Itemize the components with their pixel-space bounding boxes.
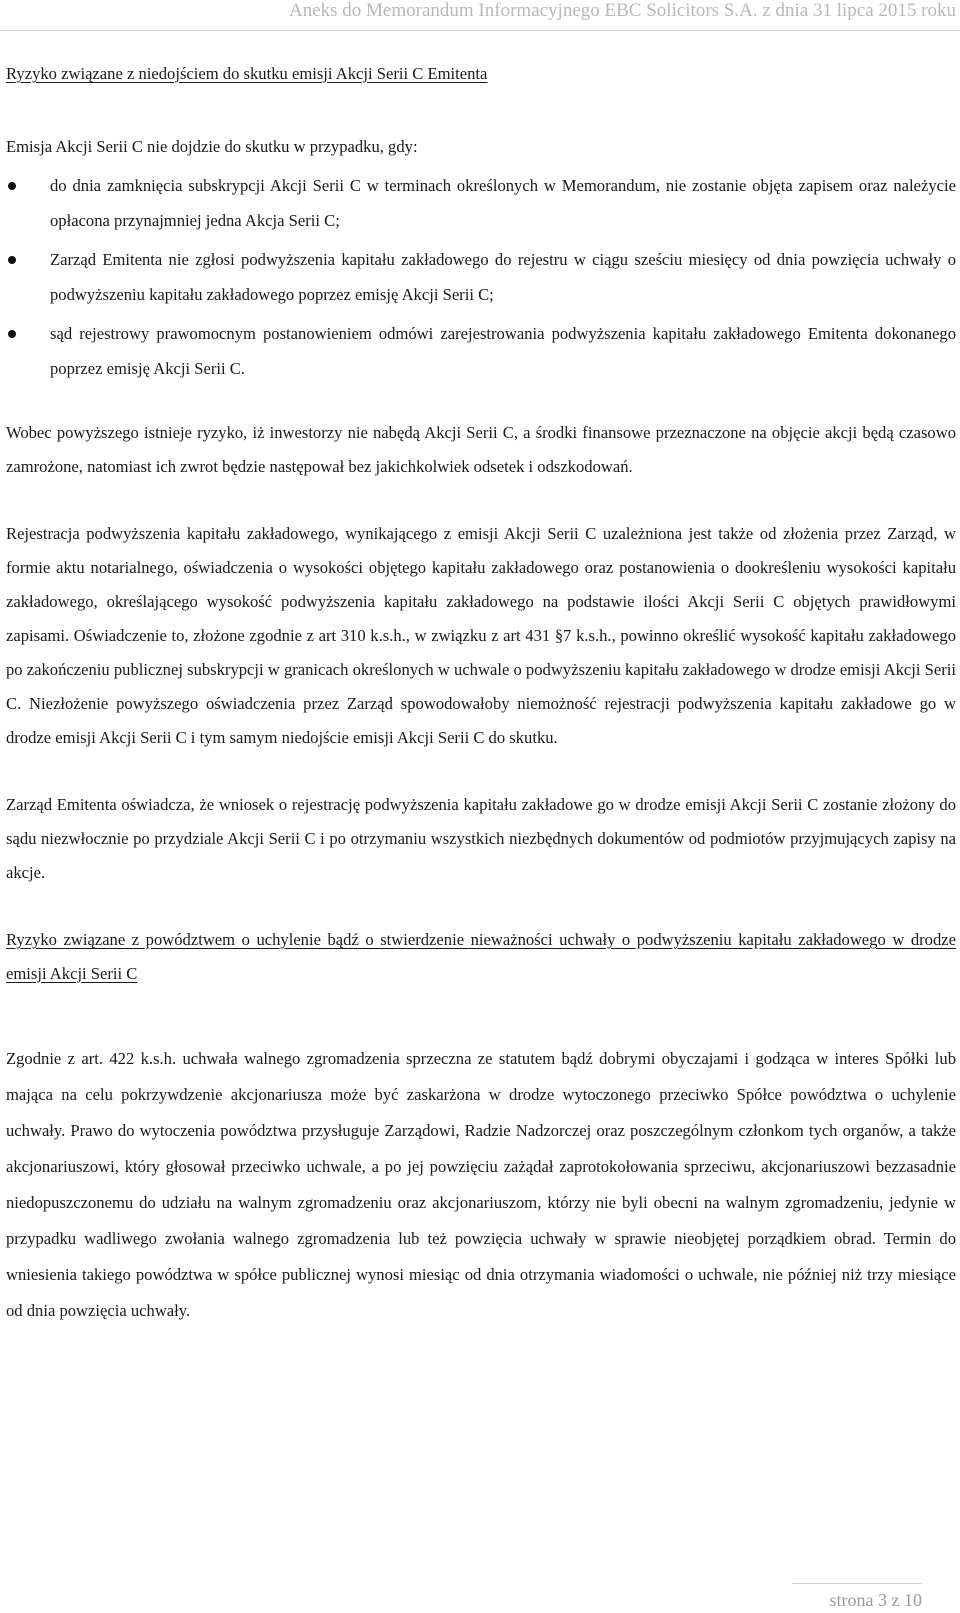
- bullet-icon: [8, 330, 16, 338]
- body-paragraph: Wobec powyższego istnieje ryzyko, iż inwestorzy nie nabędą Akcji Serii C, a środki finansowe przeznaczone na objęcie akcji będą czasowo zamrożone, natomiast ich zwrot będzie następował bez jakichkolwiek odsetek i odszkodowań.: [6, 423, 956, 476]
- conditions-list: [6, 168, 956, 386]
- list-item: [6, 316, 956, 386]
- document-title: Aneks do Memorandum Informacyjnego EBC Solicitors S.A. z dnia 31 lipca 2015 roku: [288, 0, 956, 21]
- footer-divider: [792, 1583, 922, 1584]
- body-paragraph: Zgodnie z art. 422 k.s.h. uchwała walnego zgromadzenia sprzeczna ze statutem bądź dobrymi obyczajami i godząca w interes Spółki lub mająca na celu pokrzywdzenie akcjonariusza może być zaskarżona w drodze wytoczonego przeciwko Spółce powództwa o uchylenie uchwały. Prawo do wytoczenia powództwa przysługuje Zarządowi, Radzie Nadzorczej oraz poszczególnym członkom tych organów, a także akcjonariuszowi, który głosował przeciwko uchwale, a po jej powzięciu zażądał zaprotokołowania sprzeciwu, akcjonariuszowi bezzasadnie niedopuszczonemu do udziału na walnym zgromadzeniu oraz akcjonariuszom, którzy nie byli obecni na walnym zgromadzeniu, jedynie w przypadku wadliwego zwołania walnego zgromadzenia lub też powzięcia uchwały w sprawie nieobjętej porządkiem obrad. Termin do wniesienia takiego powództwa w spółce publicznej wynosi miesiąc od dnia otrzymania wiadomości o uchwale, nie później niż trzy miesiące od dnia powzięcia uchwały.: [6, 1049, 956, 1320]
- list-item: [6, 242, 956, 312]
- page-header: [0, 0, 960, 38]
- list-item: [6, 168, 956, 238]
- header-divider: [0, 30, 960, 31]
- body-paragraph: Zarząd Emitenta oświadcza, że wniosek o rejestrację podwyższenia kapitału zakładowe go w drodze emisji Akcji Serii C zostanie złożony do sądu niezwłocznie po przydziale Akcji Serii C i po otrzymaniu wszystkich niezbędnych dokumentów od podmiotów przyjmujących zapisy na akcje.: [6, 795, 956, 882]
- intro-paragraph: Emisja Akcji Serii C nie dojdzie do skutku w przypadku, gdy:: [6, 137, 418, 156]
- section-heading-lawsuit-risk: Ryzyko związane z powództwem o uchylenie bądź o stwierdzenie nieważności uchwały o podwyższeniu kapitału zakładowego w drodze emisji Akcji Serii C: [6, 930, 956, 983]
- page-footer: [0, 1583, 960, 1613]
- page-number: strona 3 z 10: [829, 1590, 922, 1610]
- list-item-text: do dnia zamknięcia subskrypcji Akcji Serii C w terminach określonych w Memorandum, nie zostanie objęta zapisem oraz należycie opłacona przynajmniej jedna Akcja Serii C;: [50, 176, 956, 230]
- list-item-text: sąd rejestrowy prawomocnym postanowieniem odmówi zarejestrowania podwyższenia kapitału zakładowego Emitenta dokonanego poprzez emisję Akcji Serii C.: [50, 324, 956, 378]
- list-item-text: Zarząd Emitenta nie zgłosi podwyższenia kapitału zakładowego do rejestru w ciągu sześciu miesięcy od dnia powzięcia uchwały o podwyższeniu kapitału zakładowego poprzez emisję Akcji Serii C;: [50, 250, 956, 304]
- body-paragraph: Rejestracja podwyższenia kapitału zakładowego, wynikającego z emisji Akcji Serii C uzależniona jest także od złożenia przez Zarząd, w formie aktu notarialnego, oświadczenia o wysokości objętego kapitału zakładowego oraz postanowienia o dookreśleniu wysokości kapitału zakładowego, określającego wysokość podwyższenia kapitału zakładowego na podstawie ilości Akcji Serii C objętych prawidłowymi zapisami. Oświadczenie to, złożone zgodnie z art 310 k.s.h., w związku z art 431 §7 k.s.h., powinno określić wysokość kapitału zakładowego po zakończeniu publicznej subskrypcji w granicach określonych w uchwale o podwyższeniu kapitału zakładowego w drodze emisji Akcji Serii C. Niezłożenie powyższego oświadczenia przez Zarząd spowodowałoby niemożność rejestracji podwyższenia kapitału zakładowe go w drodze emisji Akcji Serii C i tym samym niedojście emisji Akcji Serii C do skutku.: [6, 524, 956, 747]
- document-body: [6, 58, 956, 1329]
- bullet-icon: [8, 182, 16, 190]
- bullet-icon: [8, 256, 16, 264]
- section-heading-issue-risk: Ryzyko związane z niedojściem do skutku emisji Akcji Serii C Emitenta: [6, 64, 488, 83]
